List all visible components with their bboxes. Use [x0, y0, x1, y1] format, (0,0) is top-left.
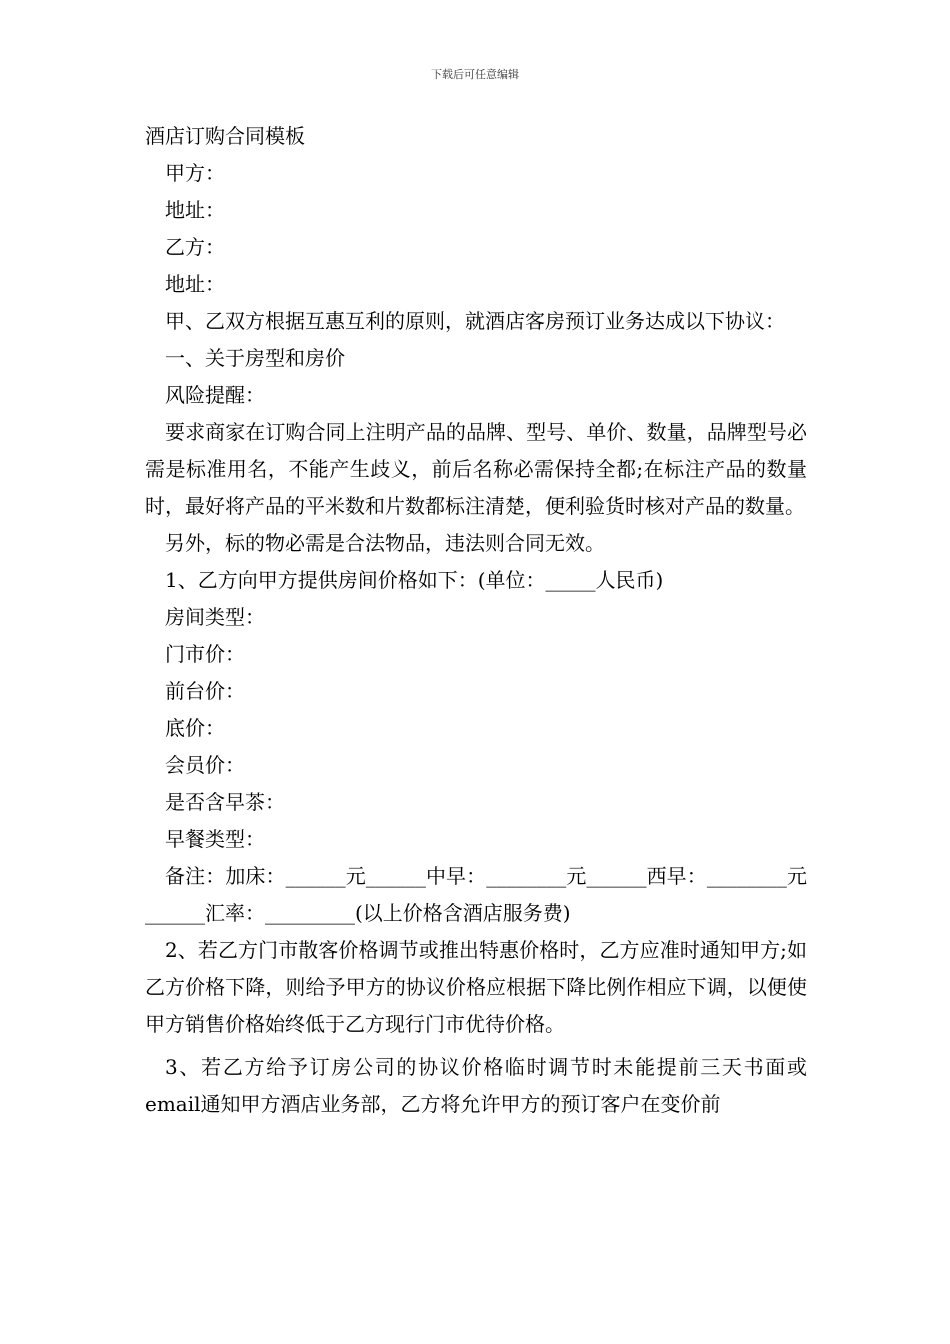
room-type-field: 房间类型：: [165, 605, 265, 629]
clause-2: 2、若乙方门市散客价格调节或推出特惠价格时，乙方应准时通知甲方;如乙方价格下降，则给予甲方的协议价格应根据下降比例作相应下调，以便使甲方销售价格始终低于乙方现行门市优待价格。: [145, 938, 807, 1036]
party-b-address: 地址：: [165, 272, 225, 296]
risk-reminder-label: 风险提醒：: [165, 383, 265, 407]
document-body: [145, 118, 807, 1123]
risk-reminder-text: 要求商家在订购合同上注明产品的品牌、型号、单价、数量，品牌型号必需是标准用名，不能产生歧义，前后名称必需保持全都;在标注产品的数量时，最好将产品的平米数和片数都标注清楚，便利验货时核对产品的数量。: [145, 420, 807, 518]
front-desk-rate-field: 前台价：: [165, 679, 245, 703]
party-a-label: 甲方：: [165, 161, 225, 185]
clause-3: 3、若乙方给予订房公司的协议价格临时调节时未能提前三天书面或email通知甲方酒店业务部，乙方将允许甲方的预订客户在变价前: [145, 1055, 807, 1116]
section-heading: 一、关于房型和房价: [165, 346, 345, 370]
legal-goods-note: 另外，标的物必需是合法物品，违法则合同无效。: [165, 531, 605, 555]
member-rate-field: 会员价：: [165, 753, 245, 777]
agreement-intro: 甲、乙双方根据互惠互利的原则，就酒店客房预订业务达成以下协议：: [165, 309, 785, 333]
document-title: 酒店订购合同模板: [145, 124, 305, 148]
base-rate-field: 底价：: [165, 716, 225, 740]
party-b-label: 乙方：: [165, 235, 225, 259]
breakfast-included-field: 是否含早茶：: [165, 790, 285, 814]
breakfast-type-field: 早餐类型：: [165, 827, 265, 851]
clause-1: 1、乙方向甲方提供房间价格如下：(单位：_____人民币): [165, 568, 664, 592]
rack-rate-field: 门市价：: [165, 642, 245, 666]
party-a-address: 地址：: [165, 198, 225, 222]
page-header: 下载后可任意编辑: [431, 68, 519, 81]
remarks-field: 备注：加床：______元______中早：________元______西早：________元______汇率：_________(以上价格含酒店服务费): [145, 864, 807, 925]
